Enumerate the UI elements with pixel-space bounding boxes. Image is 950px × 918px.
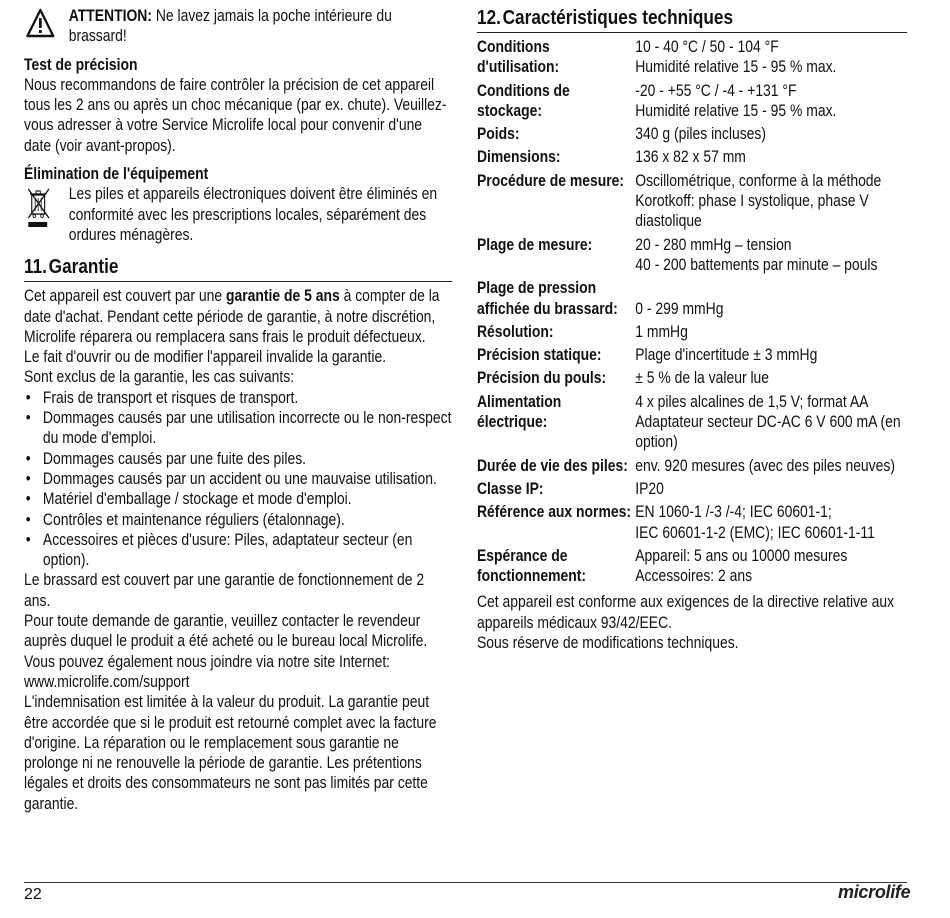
spec-value: 136 x 82 x 57 mm [635,148,746,167]
right-column [477,6,907,653]
page-number: 22 [24,886,42,903]
warranty-cuff: Le brassard est couvert par une garantie de fonctionnement de 2 ans. [24,571,425,610]
table-row [477,342,907,365]
spec-value: 4 x piles alcalines de 1,5 V; format AA Adaptateur secteur DC-AC 6 V 600 mA (en option) [635,392,901,452]
list-item: • Matériel d'emballage / stockage et mode d'emploi. [24,489,452,509]
warranty-duration: garantie de 5 ans [225,287,340,306]
spec-key: Classe IP: [477,479,544,498]
warranty-intro-rest: à compter de la date d'achat. Pendant cette période de garantie, à notre discrétion, Microlife réparera ou remplacera sans frais le produit défectueux. [24,287,440,346]
brand-logo: microlife [838,882,911,902]
table-row [477,275,907,319]
list-item: • Accessoires et pièces d'usure: Piles, adaptateur secteur (en option). [24,530,452,571]
spec-value: 10 - 40 °C / 50 - 104 °F Humidité relative 15 - 95 % max. [635,38,837,77]
spec-value: 20 - 280 mmHg – tension 40 - 200 battements par minute – pouls [635,235,878,274]
warranty-intro [24,286,452,347]
warranty-number: 11. [24,256,47,279]
spec-value: Oscillométrique, conforme à la méthode Korotkoff: phase I systolique, phase V diastolique [635,171,882,231]
right-column-content [477,6,907,653]
warranty-exclusions-list [24,388,452,571]
warranty-contact: Pour toute demande de garantie, veuillez contacter le revendeur auprès duquel le produit a été acheté ou le bureau local Microlife. Vous pouvez également nous joindre via notre site Internet: www.microlife.com/support [24,612,428,691]
spec-value: -20 - +55 °C / -4 - +131 °F Humidité relative 15 - 95 % max. [635,81,837,120]
specs-number: 12. [477,7,501,29]
spec-key: Précision statique: [477,346,602,365]
list-item: • Frais de transport et risques de transport. [24,388,452,408]
table-row [477,476,907,499]
table-row [477,121,907,144]
reserve-text: Sous réserve de modifications techniques. [477,634,739,653]
spec-key: Précision du pouls: [477,369,607,388]
spec-value: 0 - 299 mmHg [635,299,724,318]
table-row [477,389,907,453]
spec-key: Durée de vie des piles: [477,456,628,475]
spec-key: Conditions de stockage: [477,81,570,120]
specs-heading [477,6,907,33]
spec-key: Espérance de fonctionnement: [477,546,587,586]
spec-key: Conditions d'utilisation: [477,38,560,77]
list-item: • Contrôles et maintenance réguliers (étalonnage). [24,510,452,530]
spec-key: Plage de pression affichée du brassard: [477,279,618,318]
table-row [477,365,907,388]
warranty-intro-text: Cet appareil est couvert par une [24,287,226,306]
disposal-note [24,184,452,245]
warranty-title: Garantie [48,256,119,279]
spec-value: 1 mmHg [635,322,688,341]
table-row [477,499,907,543]
list-item: • Dommages causés par un accident ou une mauvaise utilisation. [24,469,452,489]
table-row [477,232,907,276]
spec-value: EN 1060-1 /-3 /-4; IEC 60601-1; IEC 60601-1-2 (EMC); IEC 60601-1-11 [635,503,875,542]
warranty-heading [24,255,452,282]
warning-triangle-icon [26,8,55,38]
left-column [24,6,452,814]
warranty-limit: L'indemnisation est limitée à la valeur du produit. La garantie peut être accordée que si le produit est retourné complet avec la facture d'origine. La réparation ou le remplacement sous garantie ne prolonge ni ne renouvelle la période de garantie. Les prétentions légales et droits des consommateurs ne sont pas limités par cette garantie. [24,693,437,813]
warranty-excluded: Sont exclus de la garantie, les cas suivants: [24,368,295,387]
left-column-content [24,6,452,814]
disposal-title: Élimination de l'équipement [24,165,209,184]
spec-key: Résolution: [477,322,554,341]
attention-text: Ne lavez jamais la poche intérieure du brassard! [68,7,392,46]
spec-value: Appareil: 5 ans ou 10000 mesures Accessoires: 2 ans [635,546,848,586]
spec-value: IP20 [635,479,664,498]
list-item: • Dommages causés par une utilisation incorrecte ou le non-respect du mode d'emploi. [24,408,452,449]
crossed-out-bin-icon [26,186,52,228]
spec-value: Plage d'incertitude ± 3 mmHg [635,346,818,365]
attention-note [24,6,452,47]
spec-value: env. 920 mesures (avec des piles neuves) [635,456,895,475]
precision-title: Test de précision [24,55,138,74]
table-row [477,37,907,78]
spec-key: Poids: [477,125,520,144]
spec-key: Plage de mesure: [477,235,593,254]
spec-value: 340 g (piles incluses) [635,125,767,144]
table-row [477,168,907,232]
table-row [477,543,907,587]
spec-key: Procédure de mesure: [477,171,625,190]
footer-divider [24,882,907,883]
disposal-text: Les piles et appareils électroniques doivent être éliminés en conformité avec les prescriptions locales, séparément des ordures ménagères. [68,185,438,244]
spec-key: Dimensions: [477,148,561,167]
spec-key: Alimentation électrique: [477,392,562,432]
warranty-invalid: Le fait d'ouvrir ou de modifier l'appareil invalide la garantie. [24,348,387,367]
attention-label: ATTENTION: [68,7,152,25]
table-row [477,144,907,167]
specs-table [477,37,907,586]
specs-title: Caractéristiques techniques [502,7,734,29]
list-item: • Dommages causés par une fuite des piles. [24,449,452,469]
spec-value: ± 5 % de la valeur lue [635,369,770,388]
conformity-text: Cet appareil est conforme aux exigences de la directive relative aux appareils médicaux 93/42/EEC. [477,593,895,632]
spec-key: Référence aux normes: [477,503,631,522]
table-row [477,453,907,476]
table-row [477,78,907,122]
table-row [477,319,907,342]
precision-text: Nous recommandons de faire contrôler la précision de cet appareil tous les 2 ans ou après un choc mécanique (par ex. chute). Veuillez-vous adresser à votre Service Microlife local pour convenir d'une date (voir avant-propos). [24,75,447,155]
